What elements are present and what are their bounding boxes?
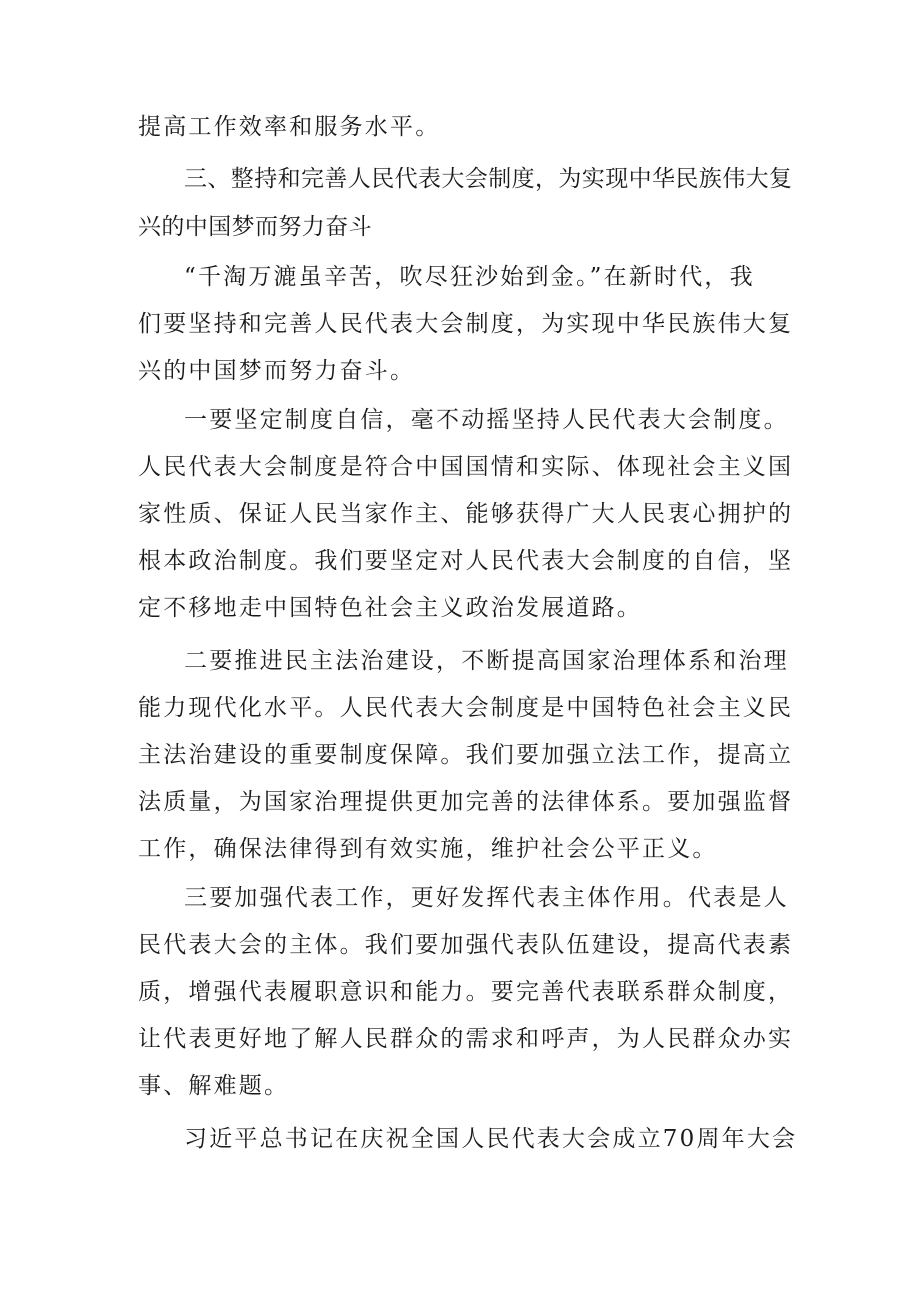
text-line: 习近平总书记在庆祝全国人民代表大会成立70周年大会 <box>184 1126 798 1152</box>
text-line: 质，增强代表履职意识和能力。要完善代表联系群众制度， <box>138 979 794 1005</box>
text-line: 法质量，为国家治理提供更加完善的法律体系。要加强监督 <box>138 789 794 815</box>
text-line: 事、解难题。 <box>138 1073 290 1099</box>
text-line: 人民代表大会制度是符合中国国情和实际、体现社会主义国 <box>138 454 794 480</box>
heading-line: 兴的中国梦而努力奋斗 <box>138 214 372 240</box>
text-line: 工作，确保法律得到有效实施，维护社会公平正义。 <box>138 836 718 862</box>
text-line: 二要推进民主法治建设，不断提高国家治理体系和治理 <box>184 648 789 674</box>
heading-line: 三、整持和完善人民代表大会制度，为实现中华民族伟大复 <box>184 166 793 192</box>
text-line: 提高工作效率和服务水平。 <box>138 114 441 140</box>
text-line: 定不移地走中国特色社会主义政治发展道路。 <box>138 595 642 621</box>
text-line: 让代表更好地了解人民群众的需求和呼声，为人民群众办实 <box>138 1026 794 1052</box>
text-line: 民代表大会的主体。我们要加强代表队伍建设，提高代表素 <box>138 932 794 958</box>
text-line: 根本政治制度。我们要坚定对人民代表大会制度的自信，坚 <box>138 548 794 574</box>
text-line: 能力现代化水平。人民代表大会制度是中国特色社会主义民 <box>138 695 794 721</box>
text-line: 一要坚定制度自信，毫不动摇坚持人民代表大会制度。 <box>184 407 789 433</box>
text-line: 们要坚持和完善人民代表大会制度，为实现中华民族伟大复 <box>138 311 794 337</box>
text-line: “千淘万漉虽辛苦，吹尽狂沙始到金。”在新时代，我 <box>184 264 755 290</box>
text-line: 家性质、保证人民当家作主、能够获得广大人民衷心拥护的 <box>138 501 794 527</box>
text-line: 兴的中国梦而努力奋斗。 <box>138 358 416 384</box>
text-line: 主法治建设的重要制度保障。我们要加强立法工作，提高立 <box>138 742 794 768</box>
text-line: 三要加强代表工作，更好发挥代表主体作用。代表是人 <box>184 885 789 911</box>
